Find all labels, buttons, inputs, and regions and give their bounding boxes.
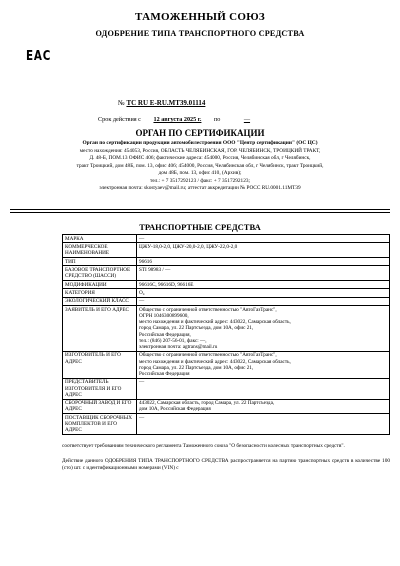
table-row xyxy=(63,306,390,352)
row-value: O₄ xyxy=(137,289,390,297)
row-value: — xyxy=(137,297,390,305)
row-value: 96616C, 96616D, 96616E xyxy=(137,280,390,288)
row-label: КОММЕРЧЕСКОЕ НАИМЕНОВАНИЕ xyxy=(63,243,137,258)
row-value: — xyxy=(137,235,390,243)
approval-number: TC RU E-RU.MT39.01114 xyxy=(126,99,206,107)
organ-name: Орган по сертификации продукции автомобилестроения ООО "Центр сертификации" (ОС ЦС) xyxy=(82,140,318,146)
row-label: ПОСТАВЩИК СБОРОЧНЫХ КОМПЛЕКТОВ И ЕГО АДРЕС xyxy=(63,414,137,435)
divider xyxy=(10,212,390,213)
table-row xyxy=(63,243,390,258)
table-row xyxy=(63,414,390,435)
validity-to-label: по xyxy=(214,116,221,123)
table-row xyxy=(63,297,390,305)
row-value: STI 98983 / — xyxy=(137,266,390,281)
union-title: ТАМОЖЕННЫЙ СОЮЗ xyxy=(134,11,266,23)
row-label: ЗАЯВИТЕЛЬ И ЕГО АДРЕС xyxy=(63,306,137,352)
validity-date: 12 августа 2025 г. xyxy=(153,116,202,123)
organ-title: ОРГАН ПО СЕРТИФИКАЦИИ xyxy=(135,128,265,138)
row-value: — xyxy=(137,378,390,399)
table-row xyxy=(63,280,390,288)
row-label: МОДИФИКАЦИИ xyxy=(63,280,137,288)
organ-address-line: дом 48Б, пом. 13, офис 410, (Архив); xyxy=(158,170,242,177)
vehicle-section-title: ТРАНСПОРТНЫЕ СРЕДСТВА xyxy=(139,222,261,232)
approval-number-row xyxy=(118,99,205,107)
row-value: 443022, Самарская область, город Самара, ул. 22 Партсъезда, дом 10А, Российская Федерация xyxy=(137,399,390,414)
table-row xyxy=(63,378,390,399)
organ-address-line: тракт Троицкий, дом 48Б, пом. 13, офис 406; 454000, Россия, Челябинская обл, г Челябинск, тракт Троицкий, xyxy=(76,162,324,169)
action-text: Действие данного ОДОБРЕНИЯ ТИПА ТРАНСПОРТНОГО СРЕДСТВА распространяется на партию транспортных средств в количестве 100 (сто) шт. с идентификационными номерами (VIN) с xyxy=(62,457,390,472)
row-value: Общество с ограниченной ответственностью "АвтоГазТранс", ОГРН 1046300899600, место нахождения и фактический адрес: 443022, Самарская область, город Самара, ул. 22 Партсъезда, дом 10А, офис 21, Российская Федерация, тел.: (846) 207-56-01, факс: —, электронная почта: agtrans@mail.ru xyxy=(137,306,390,352)
validity-label: Срок действия с xyxy=(98,116,141,123)
row-label: ЭКОЛОГИЧЕСКИЙ КЛАСС xyxy=(63,297,137,305)
validity-to-value: — xyxy=(243,116,251,123)
divider xyxy=(10,209,390,210)
footer-text xyxy=(62,443,390,473)
table-row xyxy=(63,351,390,378)
row-value: — xyxy=(137,414,390,435)
organ-address-line: электронная почта: skostyaev@mail.ru; аттестат аккредитации № POCC RU.0001.11MT39 xyxy=(99,185,301,192)
row-label: ИЗГОТОВИТЕЛЬ И ЕГО АДРЕС xyxy=(63,351,137,378)
table-row xyxy=(63,289,390,297)
table-row xyxy=(63,399,390,414)
eac-logo-icon xyxy=(26,48,52,65)
table-row xyxy=(63,266,390,281)
row-label: ПРЕДСТАВИТЕЛЬ ИЗГОТОВИТЕЛЯ И ЕГО АДРЕС xyxy=(63,378,137,399)
number-prefix: № xyxy=(118,99,125,107)
compliance-text: соответствует требованиям технического регламента Таможенного союза "О безопасности колесных транспортных средств". xyxy=(62,443,345,449)
table-row xyxy=(63,257,390,265)
approval-title: ОДОБРЕНИЕ ТИПА ТРАНСПОРТНОГО СРЕДСТВА xyxy=(95,29,305,38)
organ-address xyxy=(10,148,390,192)
row-label: КАТЕГОРИЯ xyxy=(63,289,137,297)
row-label: БАЗОВОЕ ТРАНСПОРТНОЕ СРЕДСТВО (ШАССИ) xyxy=(63,266,137,281)
organ-address-line: место нахождения: 454053, Россия, ОБЛАСТЬ ЧЕЛЯБИНСКАЯ, ГОР. ЧЕЛЯБИНСК, ТРОИЦКИЙ ТРАКТ, xyxy=(79,148,321,154)
row-value: ЦЖУ-18,0-2,0, ЦЖУ-20,0-2,0, ЦЖУ-22,0-2,0 xyxy=(137,243,390,258)
validity-row xyxy=(98,116,272,123)
table-row xyxy=(63,235,390,243)
row-value: 96616 xyxy=(137,257,390,265)
organ-address-line: Д. 48-Б, ПОМ.13 ОФИС 406; фактические адреса: 454000, Россия, Челябинская обл, г Челябинск, xyxy=(89,155,311,162)
row-label: ТИП xyxy=(63,257,137,265)
row-label: МАРКА xyxy=(63,235,137,243)
organ-address-line: тел.: + 7 3517292123 / факс: + 7 3517292123; xyxy=(150,177,250,184)
row-label: СБОРОЧНЫЙ ЗАВОД И ЕГО АДРЕС xyxy=(63,399,137,414)
row-value: Общество с ограниченной ответственностью "АвтоГазТранс", место нахождения и фактический адрес: 443022, Самарская область, город Самара, ул. 22 Партсъезда, дом 10А, офис 21, Российская Федерация xyxy=(137,351,390,378)
vehicle-spec-table xyxy=(62,234,390,435)
